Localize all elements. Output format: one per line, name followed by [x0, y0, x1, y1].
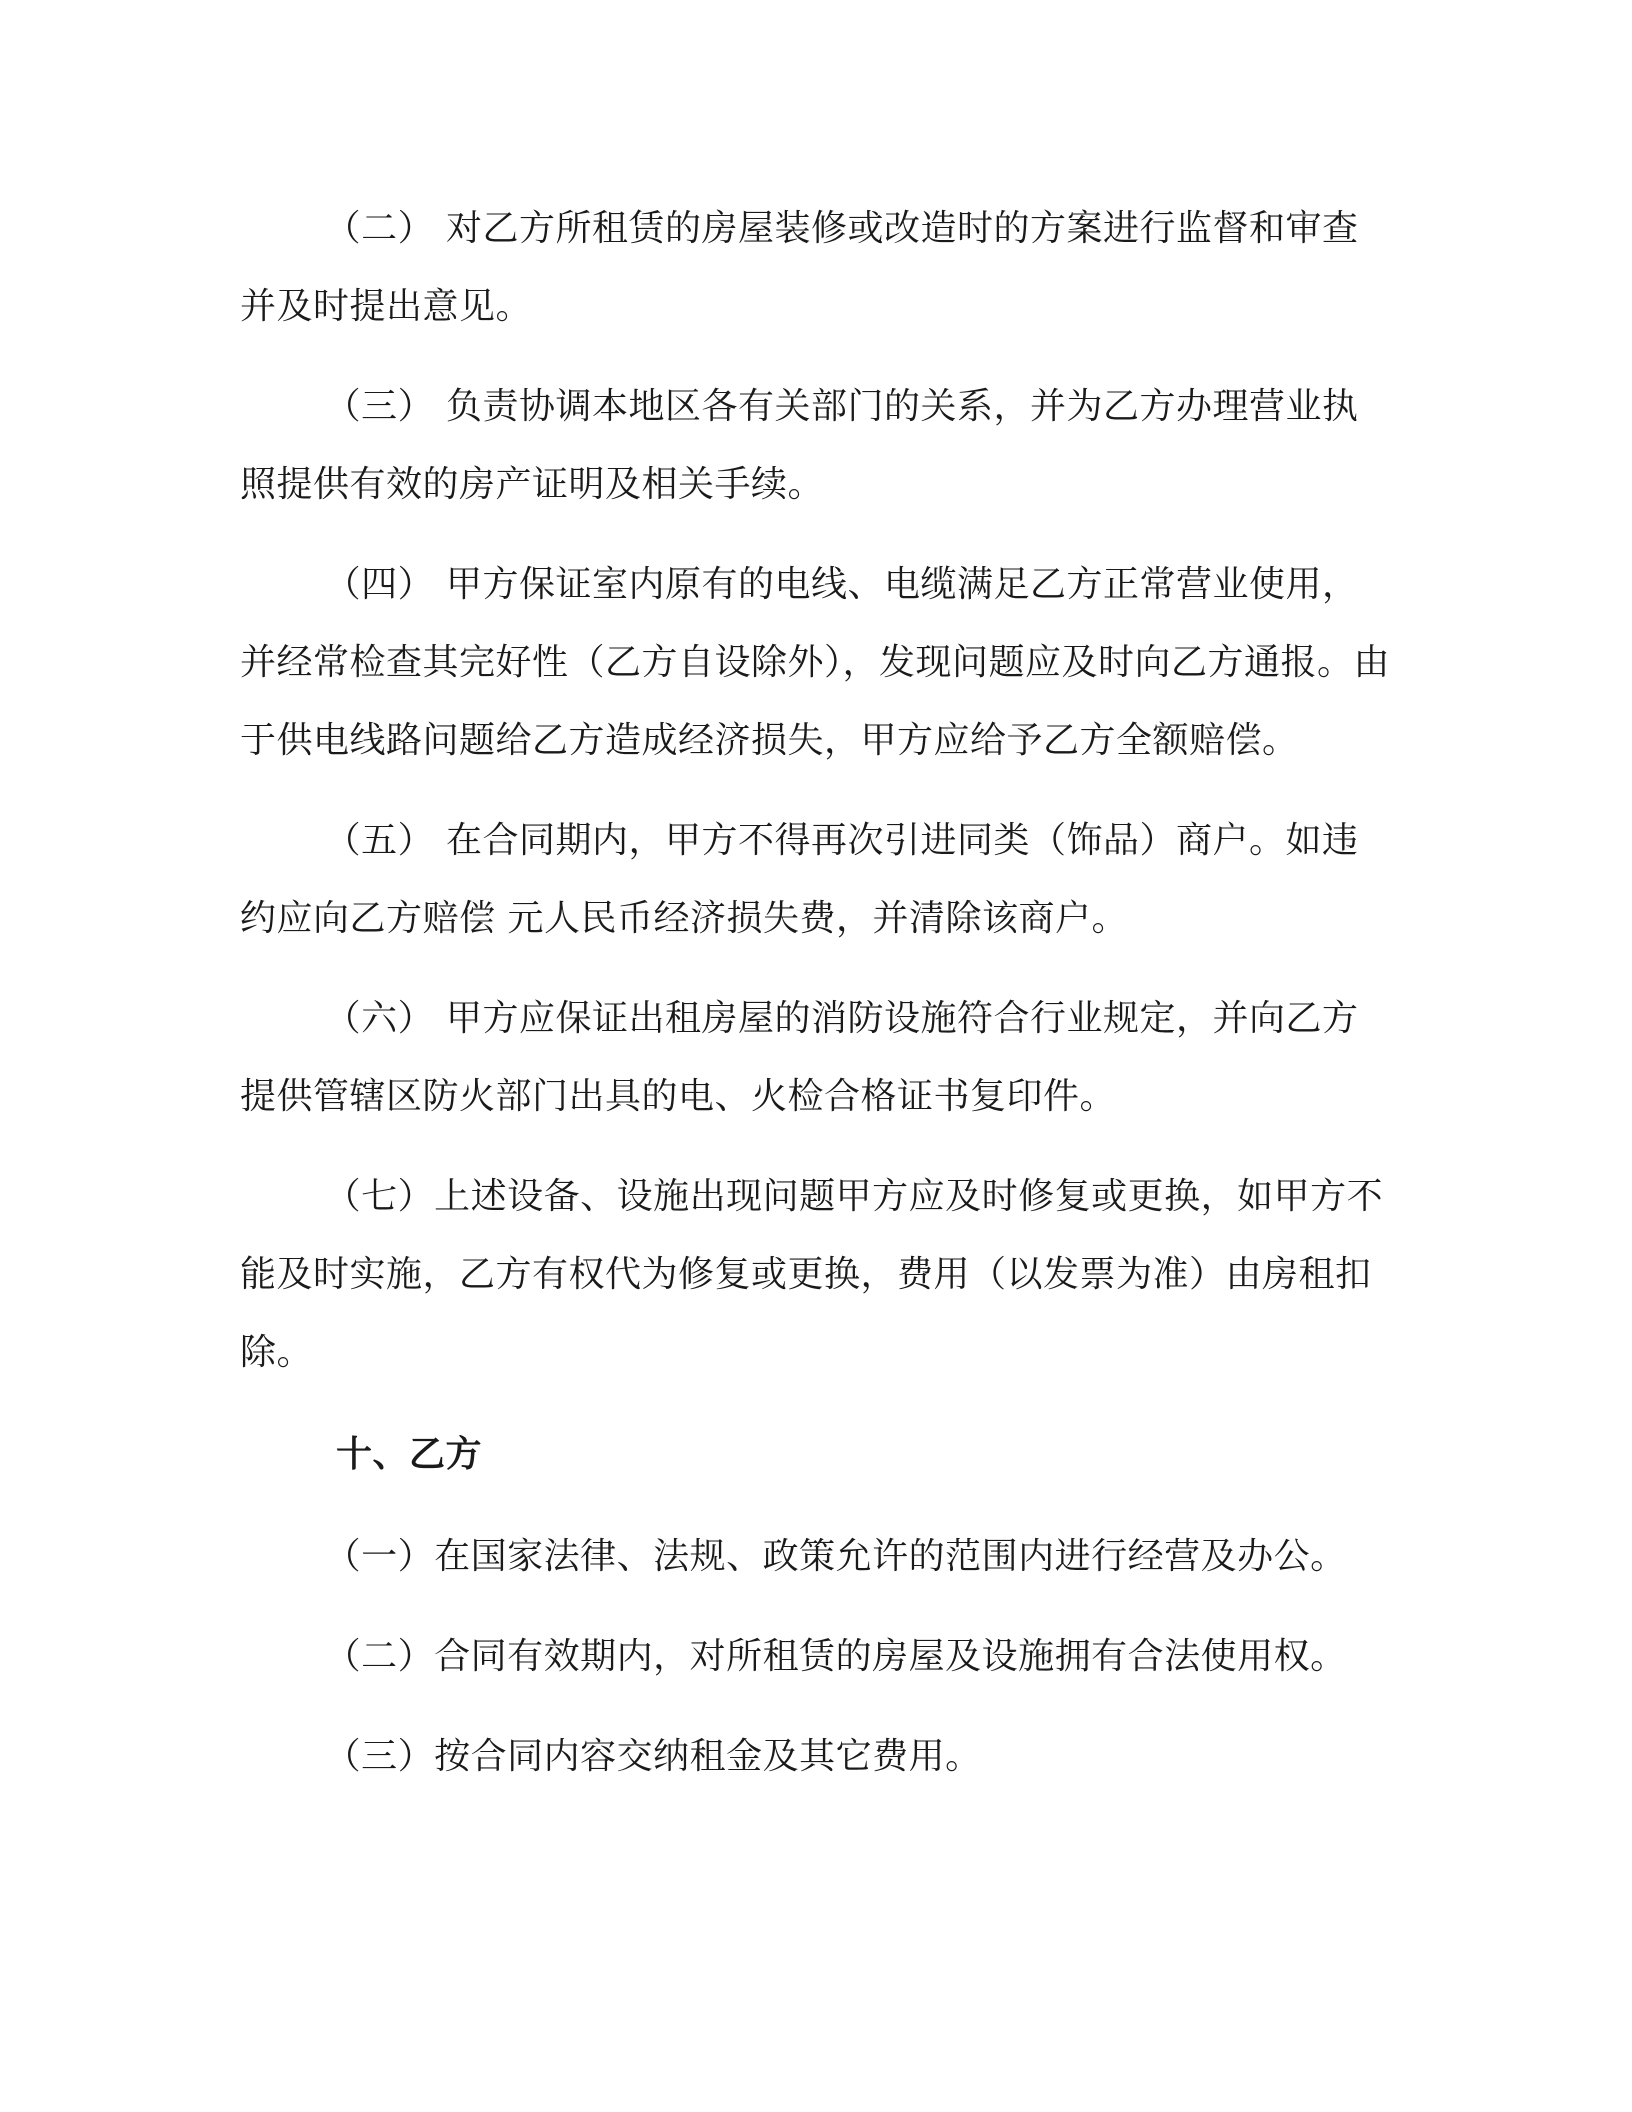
paragraph-landlord-item-7: （七）上述设备、设施出现问题甲方应及时修复或更换，如甲方不能及时实施，乙方有权代为修复或更换，费用（以发票为准）由房租扣除。 [240, 1176, 1384, 1373]
paragraph-tenant-item-2: （二）合同有效期内，对所租赁的房屋及设施拥有合法使用权。 [324, 1636, 1347, 1677]
paragraph-landlord-item-4: （四） 甲方保证室内原有的电线、电缆满足乙方正常营业使用，并经常检查其完好性（乙方自设除外），发现问题应及时向乙方通报。由于供电线路问题给乙方造成经济损失，甲方应给予乙方全额赔偿。 [240, 564, 1391, 761]
paragraph-landlord-item-5: （五） 在合同期内，甲方不得再次引进同类（饰品）商户。如违约应向乙方赔偿 元人民币经济损失费，并清除该商户。 [240, 820, 1359, 939]
paragraph-landlord-item-3: （三） 负责协调本地区各有关部门的关系，并为乙方办理营业执照提供有效的房产证明及相关手续。 [240, 386, 1359, 505]
paragraph-tenant-item-1: （一）在国家法律、法规、政策允许的范围内进行经营及办公。 [324, 1536, 1347, 1577]
section-heading-tenant: 十、乙方 [336, 1434, 483, 1475]
paragraph-landlord-item-2: （二） 对乙方所租赁的房屋装修或改造时的方案进行监督和审查并及时提出意见。 [240, 208, 1359, 327]
paragraph-landlord-item-6: （六） 甲方应保证出租房屋的消防设施符合行业规定，并向乙方提供管辖区防火部门出具的电、火检合格证书复印件。 [240, 998, 1359, 1117]
paragraph-tenant-item-3: （三）按合同内容交纳租金及其它费用。 [324, 1736, 982, 1777]
document-body [240, 190, 1390, 1796]
